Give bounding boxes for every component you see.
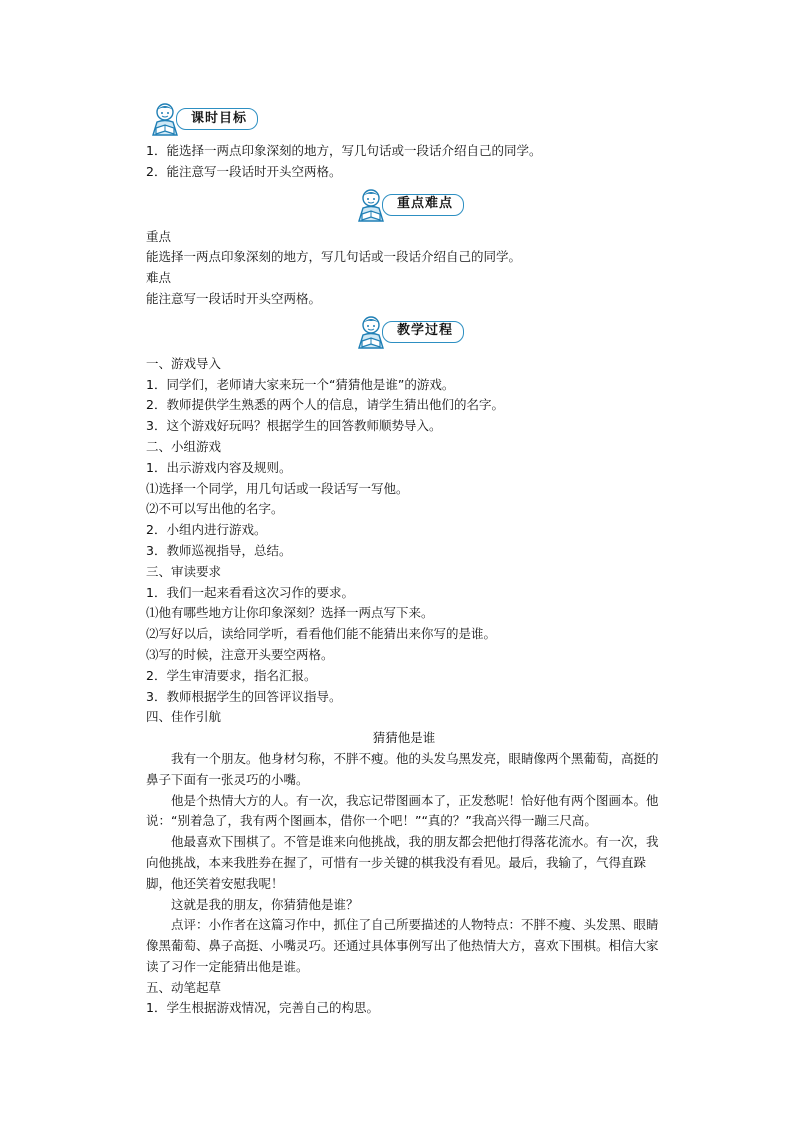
process-line: 1．同学们，老师请大家来玩一个“猜猜他是谁”的游戏。 <box>146 376 455 392</box>
section-header-teaching-process <box>146 310 662 354</box>
process-line: 1．出示游戏内容及规则。 <box>146 459 292 475</box>
teaching-process-badge <box>354 314 464 350</box>
section-header-key-points <box>146 183 662 227</box>
section-title-teaching-process: 教学过程 <box>382 321 464 343</box>
process-line: ⑴选择一个同学，用几句话或一段话写一写他。 <box>146 480 409 496</box>
section-header-objectives <box>146 97 662 141</box>
process-line: 一、游戏导入 <box>146 355 222 371</box>
process-line: 3．教师巡视指导，总结。 <box>146 542 292 558</box>
process-line: 3．教师根据学生的回答评议指导。 <box>146 688 342 704</box>
essay-paragraph: 他最喜欢下围棋了。不管是谁来向他挑战，我的朋友都会把他打得落花流水。有一次，我向他挑战，本来我胜券在握了，可惜有一步关键的棋我没有看见。最后，我输了，气得直跺脚，他还笑着安慰我呢！ <box>146 834 659 891</box>
process-line: 四、佳作引航 <box>146 709 222 725</box>
section-title-objectives: 课时目标 <box>176 108 258 130</box>
process-line: 五、动笔起草 <box>146 979 222 995</box>
essay-title: 猜猜他是谁 <box>372 730 436 746</box>
objective-item: 2．能注意写一段话时开头空两格。 <box>146 163 342 179</box>
process-line: ⑶写的时候，注意开头要空两格。 <box>146 646 334 662</box>
key-points-text: 能选择一两点印象深刻的地方，写几句话或一段话介绍自己的同学。 <box>146 249 522 265</box>
process-line: 2．学生审清要求，指名汇报。 <box>146 667 317 683</box>
section-title-key-points: 重点难点 <box>382 194 464 216</box>
objective-item: 1．能选择一两点印象深刻的地方，写几句话或一段话介绍自己的同学。 <box>146 143 542 158</box>
process-line: 1．我们一起来看看这次习作的要求。 <box>146 584 354 600</box>
process-line: 三、审读要求 <box>146 563 222 579</box>
process-line: 2．小组内进行游戏。 <box>146 522 267 538</box>
process-line: 3．这个游戏好玩吗？根据学生的回答教师顺势导入。 <box>146 418 442 434</box>
essay-comment: 点评：小作者在这篇习作中，抓住了自己所要描述的人物特点：不胖不瘦、头发黑、眼睛像黑葡萄、鼻子高挺、小嘴灵巧。还通过具体事例写出了他热情大方，喜欢下围棋。相信大家读了习作一定能猜出他是谁。 <box>146 917 659 974</box>
process-line: 2．教师提供学生熟悉的两个人的信息，请学生猜出他们的名字。 <box>146 397 504 413</box>
essay-paragraph: 这就是我的朋友，你猜猜他是谁？ <box>171 896 359 912</box>
student-reading-icon <box>354 314 388 350</box>
process-line: ⑵不可以写出他的名字。 <box>146 501 284 517</box>
process-line: ⑵写好以后，读给同学听，看看他们能不能猜出来你写的是谁。 <box>146 626 497 642</box>
essay-paragraph: 我有一个朋友。他身材匀称，不胖不瘦。他的头发乌黑发亮，眼睛像两个黑葡萄，高挺的鼻子下面有一张灵巧的小嘴。 <box>146 750 659 787</box>
key-points-badge <box>354 187 464 223</box>
process-line: 二、小组游戏 <box>146 438 222 454</box>
process-line: ⑴他有哪些地方让你印象深刻？选择一两点写下来。 <box>146 605 434 621</box>
student-reading-icon <box>148 101 182 137</box>
student-reading-icon <box>354 187 388 223</box>
objectives-badge <box>148 101 258 137</box>
lesson-plan-content <box>146 97 662 1019</box>
process-line: 1．学生根据游戏情况，完善自己的构思。 <box>146 1000 379 1016</box>
difficulty-label: 难点 <box>146 270 172 286</box>
key-points-label: 重点 <box>146 228 172 244</box>
essay-paragraph: 他是个热情大方的人。有一次，我忘记带图画本了，正发愁呢！恰好他有两个图画本。他说：“别着急了，我有两个图画本，借你一个吧！”“真的？”我高兴得一蹦三尺高。 <box>146 792 659 829</box>
difficulty-text: 能注意写一段话时开头空两格。 <box>146 290 322 306</box>
